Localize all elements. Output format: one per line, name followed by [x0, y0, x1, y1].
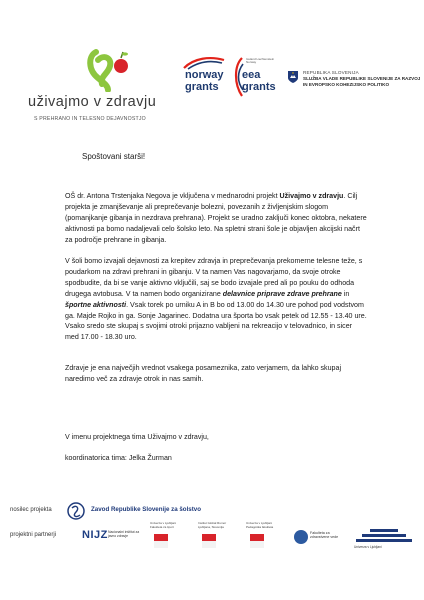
partner-logo-caption: Univerza v Ljubljani Fakulteta za šport: [150, 521, 177, 529]
eea-grants-line1: eea: [242, 69, 261, 81]
p2-text-e: . Vsak torek po urniku A in B bo od 13.00 do 14.30 ure pohod pod vodstvom ga. Majde Rojko in ga. Sonje Jagarinec. Dodatna ura športa bo vsak petek od 12.55 - 13.40 ure. Vsako sredo ste skupaj s svojimi otroki prijazno vabljeni na rekreacijo v telovadnico, in sicer med 17.00 - 18.30 uro.: [65, 300, 367, 342]
partner-logo-fakulteta-za-sport: [150, 522, 178, 550]
ul-bridge-logo-icon: [354, 527, 414, 547]
ul-flag-icon: [154, 534, 168, 548]
eea-grants-logo: [232, 54, 284, 98]
norway-grants-line1: norway: [185, 69, 224, 81]
paragraph-activities: [65, 256, 367, 343]
norway-grants-line2: grants: [185, 81, 219, 93]
eea-grants-countries: Iceland Liechtenstein Norway: [246, 57, 275, 65]
p1-project-name: Uživajmo v zdravju: [279, 192, 344, 200]
paragraph-project-intro: [65, 191, 367, 246]
p2-text-a: V šoli bomo izvajali dejavnosti za krepitev zdravja in preprečevanja prekomerne telesne teže, s poudarkom na zdravi prehrani in gibanju. V ta namen Vas nagovarjamo, da svoje otroke spodbudite, da bi se vanje aktivno vključili, saj se bodo izvajale pred ali po pouku do odhoda drugega avtobusa. V ta namen bodo organizirane: [65, 257, 363, 298]
fzv-name: Fakulteta za zdravstvene vede: [310, 531, 339, 540]
fzv-logo-icon: [294, 530, 308, 544]
republika-slovenija-logo: [288, 68, 421, 98]
logo-tagline: S PREHRANO IN TELESNO DEJAVNOSTJO: [34, 116, 146, 122]
paragraph-closing: Zdravje je ena največjih vrednot vsakega posameznika, zato verjamem, da lahko skupaj naredimo več za zdravje otrok in nas samih.: [65, 364, 342, 383]
p2-workshops: delavnice priprave zdrave prehrane: [222, 289, 342, 298]
nijz-acronym: NIJZ: [82, 529, 108, 541]
uzivajmo-v-zdravju-logo: [28, 46, 178, 132]
zrss-logo-icon: [66, 500, 86, 522]
partner-label: projektni partnerji: [10, 532, 57, 538]
zrss-name: Zavod Republike Slovenije za šolstvo: [91, 506, 202, 513]
pf-flag-icon: [250, 534, 264, 548]
norway-grants-logo: [180, 56, 230, 96]
eea-grants-line2: grants: [242, 81, 276, 93]
republika-line1: REPUBLIKA SLOVENIJA: [303, 70, 359, 75]
partner-logo-caption: Institut Global Rumor Ljubljana, Slovenija: [198, 521, 227, 529]
p1-text-c: . Cilj projekta je zmanjševanje ali preprečevanje bolezni, povezanih z življenjskim slogom (pomanjkanje gibanja in nezdrava prehrana). Projekt se uradno zaključi konec oktobra, nekatere aktivnosti pa bomo nadaljevali celo šolsko leto. Na spletni strani šole je objavljen akcijski načrt za področje prehrane in gibanja.: [65, 192, 367, 244]
nosilec-label: nosilec projekta: [10, 507, 52, 513]
signature-line2: koordinatorica tima: Jelka Žurman: [65, 454, 172, 462]
norway-grants-swoosh-icon: [180, 56, 230, 70]
slovenia-crest-icon: [288, 71, 298, 83]
nijz-fullname: Nacionalni inštitut za javno zdravje: [108, 530, 140, 538]
signature-line1: V imenu projektnega tima Uživajmo v zdravju,: [65, 433, 209, 441]
republika-line3: IN EVROPSKO KOHEZIJSKO POLITIKO: [303, 82, 390, 87]
partner-logo-institut: [198, 522, 226, 550]
salutation: Spoštovani starši!: [82, 152, 146, 161]
p2-text-c: in: [341, 289, 350, 298]
p1-text-a: OŠ dr. Antona Trstenjaka Negova je vključena v mednarodni projekt: [65, 192, 280, 200]
institut-flag-icon: [202, 534, 216, 548]
partner-logo-caption: Univerza v Ljubljani Pedagoška fakulteta: [246, 521, 274, 529]
nijz-logo: [82, 527, 142, 547]
republika-line2: SLUŽBA VLADE REPUBLIKE SLOVENIJE ZA RAZVOJ: [303, 76, 421, 81]
logo-wordmark: uživajmo v zdravju: [28, 94, 157, 110]
p2-sport-activities: športne aktivnosti: [65, 300, 127, 309]
ul-name: Univerza v Ljubljani: [354, 545, 382, 549]
apple-heart-logo-icon: [86, 46, 130, 92]
partner-logo-pedagoska-fakulteta: [246, 522, 274, 550]
